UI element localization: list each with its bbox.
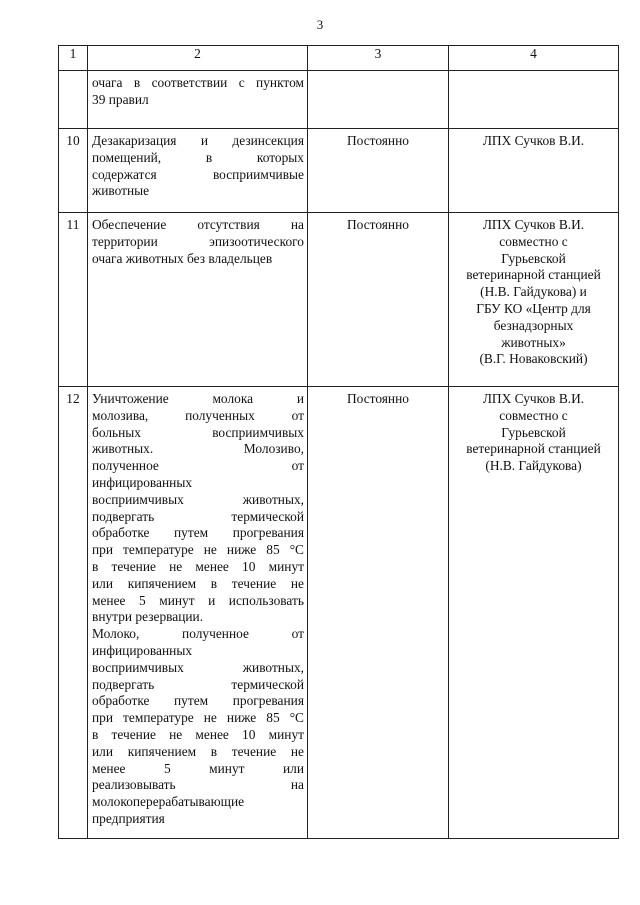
description-line: при температуре не ниже 85 °С	[92, 542, 304, 558]
measure-executor	[449, 71, 619, 129]
column-header: 1	[59, 46, 88, 71]
measure-executor	[449, 129, 619, 213]
description-line: или кипячением в течение не	[92, 743, 304, 759]
description-line: инфицированных	[92, 474, 193, 490]
description-line: очага животных без владельцев	[92, 250, 273, 266]
description-line: Молоко, полученное от	[92, 626, 304, 642]
measure-description	[88, 387, 308, 839]
table-row	[59, 71, 619, 129]
description-line: животных. Молозиво,	[92, 441, 304, 457]
description-line: животные	[92, 183, 150, 199]
description-line: или кипячением в течение не	[92, 575, 304, 591]
executor-line: ЛПХ Сучков В.И.	[482, 133, 585, 148]
row-number	[59, 71, 88, 129]
description-line: очага в соответствии с пунктом	[92, 75, 304, 90]
measure-term: Постоянно	[308, 387, 449, 839]
description-line: территории эпизоотического	[92, 233, 304, 249]
description-line: обработке путем прогревания	[92, 525, 304, 541]
executor-line: совместно с	[499, 233, 568, 249]
table-row	[59, 387, 619, 839]
executor-line: ветеринарной станцией	[466, 441, 601, 457]
executor-line: ЛПХ Сучков В.И.	[482, 217, 585, 232]
executor-line: животных»	[501, 334, 566, 350]
description-line: обработке путем прогревания	[92, 693, 304, 709]
description-line: менее 5 минут или	[92, 760, 304, 776]
description-line: подвергать термической	[92, 508, 304, 524]
description-line: менее 5 минут и использовать	[92, 592, 304, 608]
executor-line: (Н.В. Гайдукова) и	[480, 284, 587, 300]
measure-description	[88, 213, 308, 387]
measure-description	[88, 71, 308, 129]
description-line: в течение не менее 10 минут	[92, 558, 304, 574]
row-number: 10	[59, 129, 88, 213]
description-line: инфицированных	[92, 642, 193, 658]
description-line: восприимчивых животных,	[92, 659, 304, 675]
description-line: больных восприимчивых	[92, 424, 304, 440]
table-row	[59, 213, 619, 387]
description-line: молозива, полученных от	[92, 407, 304, 423]
executor-line: ГБУ КО «Центр для	[476, 300, 591, 316]
description-line: реализовывать на	[92, 777, 304, 793]
measures-table	[58, 45, 619, 839]
description-line: помещений, в которых	[92, 149, 304, 165]
measure-term: Постоянно	[308, 129, 449, 213]
table-header-row	[59, 46, 619, 71]
description-line: 39 правил	[92, 91, 149, 107]
executor-line: ветеринарной станцией	[466, 267, 601, 283]
executor-line: безнадзорных	[493, 317, 574, 333]
executor-line: совместно с	[499, 407, 568, 423]
description-line: подвергать термической	[92, 676, 304, 692]
description-line: восприимчивых животных,	[92, 491, 304, 507]
measure-term: Постоянно	[308, 213, 449, 387]
description-line: внутри резервации.	[92, 609, 204, 625]
measure-term	[308, 71, 449, 129]
executor-line: Гурьевской	[501, 424, 566, 440]
description-line: Дезакаризация и дезинсекция	[92, 133, 304, 148]
column-header: 4	[449, 46, 619, 71]
executor-line: (В.Г. Новаковский)	[479, 351, 588, 367]
description-line: Уничтожение молока и	[92, 391, 304, 406]
executor-line: ЛПХ Сучков В.И.	[482, 391, 585, 406]
page-number: 3	[316, 17, 324, 32]
measure-executor	[449, 213, 619, 387]
description-line: в течение не менее 10 минут	[92, 726, 304, 742]
row-number: 11	[59, 213, 88, 387]
description-line: предприятия	[92, 810, 165, 826]
row-number: 12	[59, 387, 88, 839]
executor-line: (Н.В. Гайдукова)	[485, 458, 582, 474]
table-row	[59, 129, 619, 213]
description-line: молокоперерабатывающие	[92, 794, 245, 810]
column-header: 2	[88, 46, 308, 71]
measure-executor	[449, 387, 619, 839]
measure-description	[88, 129, 308, 213]
description-line: при температуре не ниже 85 °С	[92, 710, 304, 726]
column-header: 3	[308, 46, 449, 71]
description-line: Обеспечение отсутствия на	[92, 217, 304, 232]
executor-line: Гурьевской	[501, 250, 566, 266]
description-line: полученное от	[92, 458, 304, 474]
description-line: содержатся восприимчивые	[92, 166, 304, 182]
